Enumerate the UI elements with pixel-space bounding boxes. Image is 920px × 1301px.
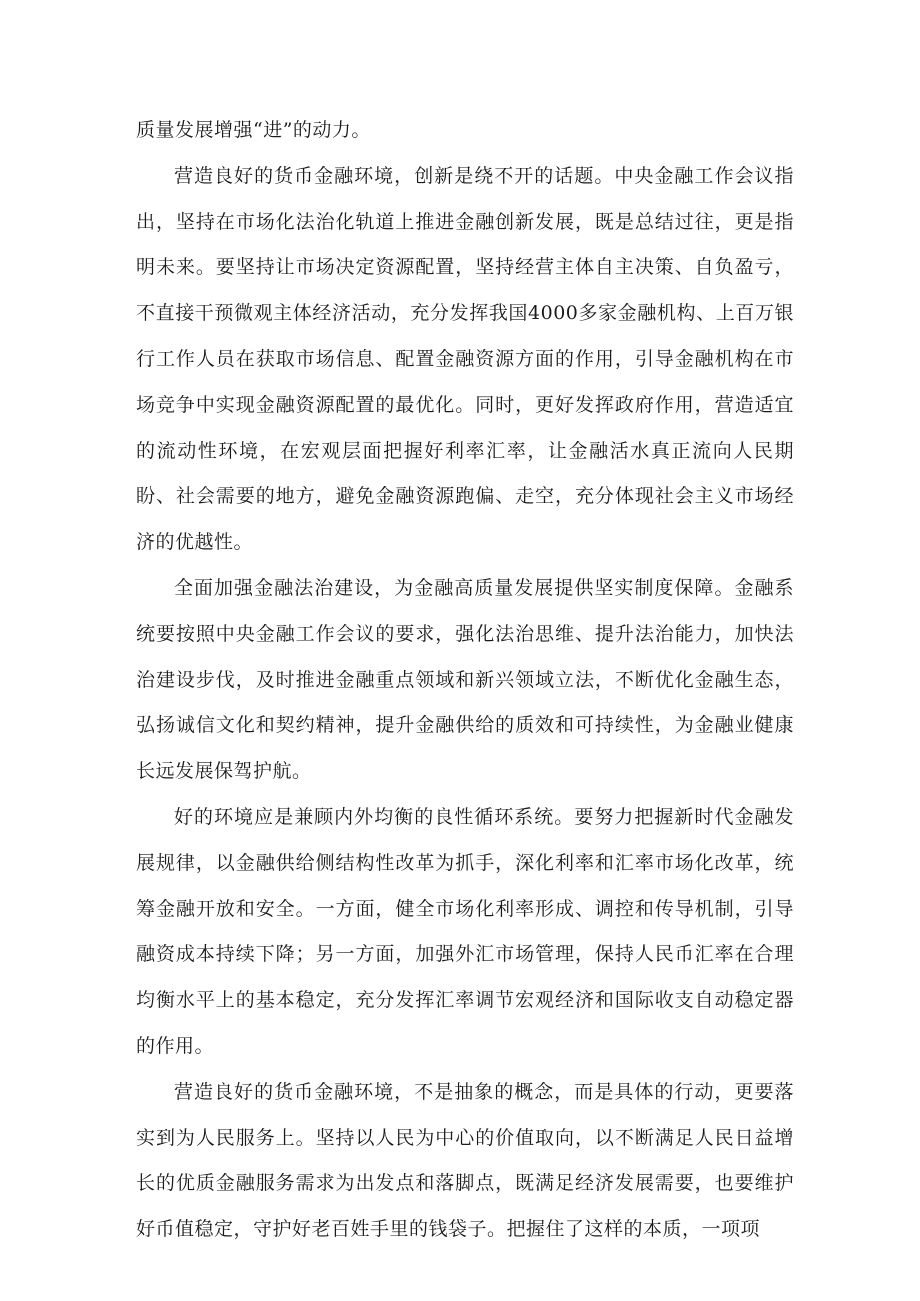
- paragraph-rule-of-law: 全面加强金融法治建设，为金融高质量发展提供坚实制度保障。金融系统要按照中央金融工作会议的要求，强化法治思维、提升法治能力，加快法治建设步伐，及时推进金融重点领域和新兴领域立法，不断优化金融生态，弘扬诚信文化和契约精神，提升金融供给的质效和可持续性，为金融业健康长远发展保驾护航。: [136, 576, 794, 783]
- paragraph-internal-external-balance: 好的环境应是兼顾内外均衡的良性循环系统。要努力把握新时代金融发展规律，以金融供给侧结构性改革为抓手，深化利率和汇率市场化改革，统筹金融开放和安全。一方面，健全市场化利率形成、调控和传导机制，引导融资成本持续下降；另一方面，加强外汇市场管理，保持人民币汇率在合理均衡水平上的基本稳定，充分发挥汇率调节宏观经济和国际收支自动稳定器的作用。: [136, 805, 794, 1057]
- document-body: [136, 108, 794, 1253]
- paragraph-continuation: 质量发展增强“进”的动力。: [136, 119, 371, 141]
- paragraph-serve-people: 营造良好的货币金融环境，不是抽象的概念，而是具体的行动，更要落实到为人民服务上。坚持以人民为中心的价值取向，以不断满足人民日益增长的优质金融服务需求为出发点和落脚点，既满足经济发展需要，也要维护好币值稳定，守护好老百姓手里的钱袋子。把握住了这样的本质，一项项: [136, 1080, 794, 1241]
- paragraph-innovation: 营造良好的货币金融环境，创新是绕不开的话题。中央金融工作会议指出，坚持在市场化法治化轨道上推进金融创新发展，既是总结过往，更是指明未来。要坚持让市场决定资源配置，坚持经营主体自主决策、自负盈亏，不直接干预微观主体经济活动，充分发挥我国4000多家金融机构、上百万银行工作人员在获取市场信息、配置金融资源方面的作用，引导金融机构在市场竞争中实现金融资源配置的最优化。同时，更好发挥政府作用，营造适宜的流动性环境，在宏观层面把握好利率汇率，让金融活水真正流向人民期盼、社会需要的地方，避免金融资源跑偏、走空，充分体现社会主义市场经济的优越性。: [136, 164, 794, 554]
